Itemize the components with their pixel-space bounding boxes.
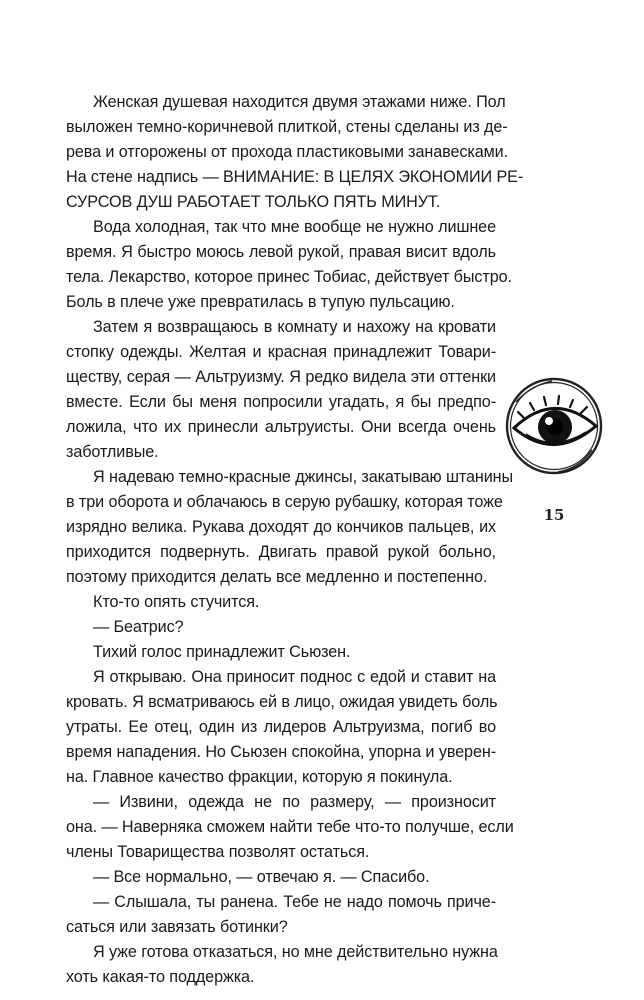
text-line: заботливые. — [66, 443, 159, 461]
text-line: Я надеваю темно-красные джинсы, закатываю штанины — [93, 468, 514, 486]
text-line: — Все нормально, — отвечаю я. — Спасибо. — [93, 868, 430, 886]
text-line: — Слышала, ты ранена. Тебе не надо помочь приче- — [93, 893, 496, 911]
text-line: СУРСОВ ДУШ РАБОТАЕТ ТОЛЬКО ПЯТЬ МИНУТ. — [66, 193, 441, 211]
text-line: время нападения. Но Сьюзен спокойна, упорна и уверен- — [66, 743, 496, 761]
text-line: Женская душевая находится двумя этажами ниже. Пол — [93, 93, 506, 111]
text-line: саться или завязать ботинки? — [66, 918, 288, 936]
text-line: Боль в плече уже превратилась в тупую пульсацию. — [66, 293, 455, 311]
text-line: тела. Лекарство, которое принес Тобиас, действует быстро. — [66, 268, 512, 286]
text-line: члены Товарищества позволят остаться. — [66, 843, 370, 861]
text-line: Тихий голос принадлежит Сьюзен. — [93, 643, 351, 661]
text-line: она. — Наверняка сможем найти тебе что-то получше, если — [66, 818, 514, 836]
text-line: Кто-то опять стучится. — [93, 593, 260, 611]
text-line: стопку одежды. Желтая и красная принадлежит Товари- — [66, 343, 496, 361]
text-line: в три оборота и облачаюсь в серую рубашку, которая тоже — [66, 493, 503, 511]
text-line: — Извини, одежда не по размеру, — произносит — [93, 793, 496, 811]
text-line: на. Главное качество фракции, которую я покинула. — [66, 768, 453, 786]
text-line: ществу, серая — Альтруизму. Я редко видела эти оттенки — [66, 368, 496, 386]
text-line: Я открываю. Она приносит поднос с едой и ставит на — [93, 668, 496, 686]
text-line: утраты. Ее отец, один из лидеров Альтруизма, погиб во — [66, 718, 496, 736]
text-line: вместе. Если бы меня попросили угадать, я бы предпо- — [66, 393, 496, 411]
text-line: приходится подвернуть. Двигать правой рукой больно, — [66, 543, 496, 561]
text-line: На стене надпись — ВНИМАНИЕ: В ЦЕЛЯХ ЭКОНОМИИ РЕ- — [66, 168, 524, 186]
text-line: хоть какая-то поддержка. — [66, 968, 255, 986]
text-line: — Беатрис? — [93, 618, 184, 636]
page-number: 15 — [543, 506, 565, 524]
text-line: рева и отгорожены от прохода пластиковыми занавесками. — [66, 143, 508, 161]
eye-icon — [500, 372, 608, 480]
text-line: Затем я возвращаюсь в комнату и нахожу на кровати — [93, 318, 496, 336]
text-line: изрядно велика. Рукава доходят до кончиков пальцев, их — [66, 518, 496, 536]
text-line: кровать. Я всматриваюсь ей в лицо, ожидая увидеть боль — [66, 693, 498, 711]
text-line: Вода холодная, так что мне вообще не нужно лишнее — [93, 218, 496, 236]
text-line: поэтому приходится делать все медленно и постепенно. — [66, 568, 488, 586]
text-line: ложила, что их принесли альтруисты. Они всегда очень — [66, 418, 496, 436]
text-line: выложен темно-коричневой плиткой, стены сделаны из де- — [66, 118, 508, 136]
text-line: Я уже готова отказаться, но мне действительно нужна — [93, 943, 498, 961]
text-line: время. Я быстро моюсь левой рукой, правая висит вдоль — [66, 243, 496, 261]
